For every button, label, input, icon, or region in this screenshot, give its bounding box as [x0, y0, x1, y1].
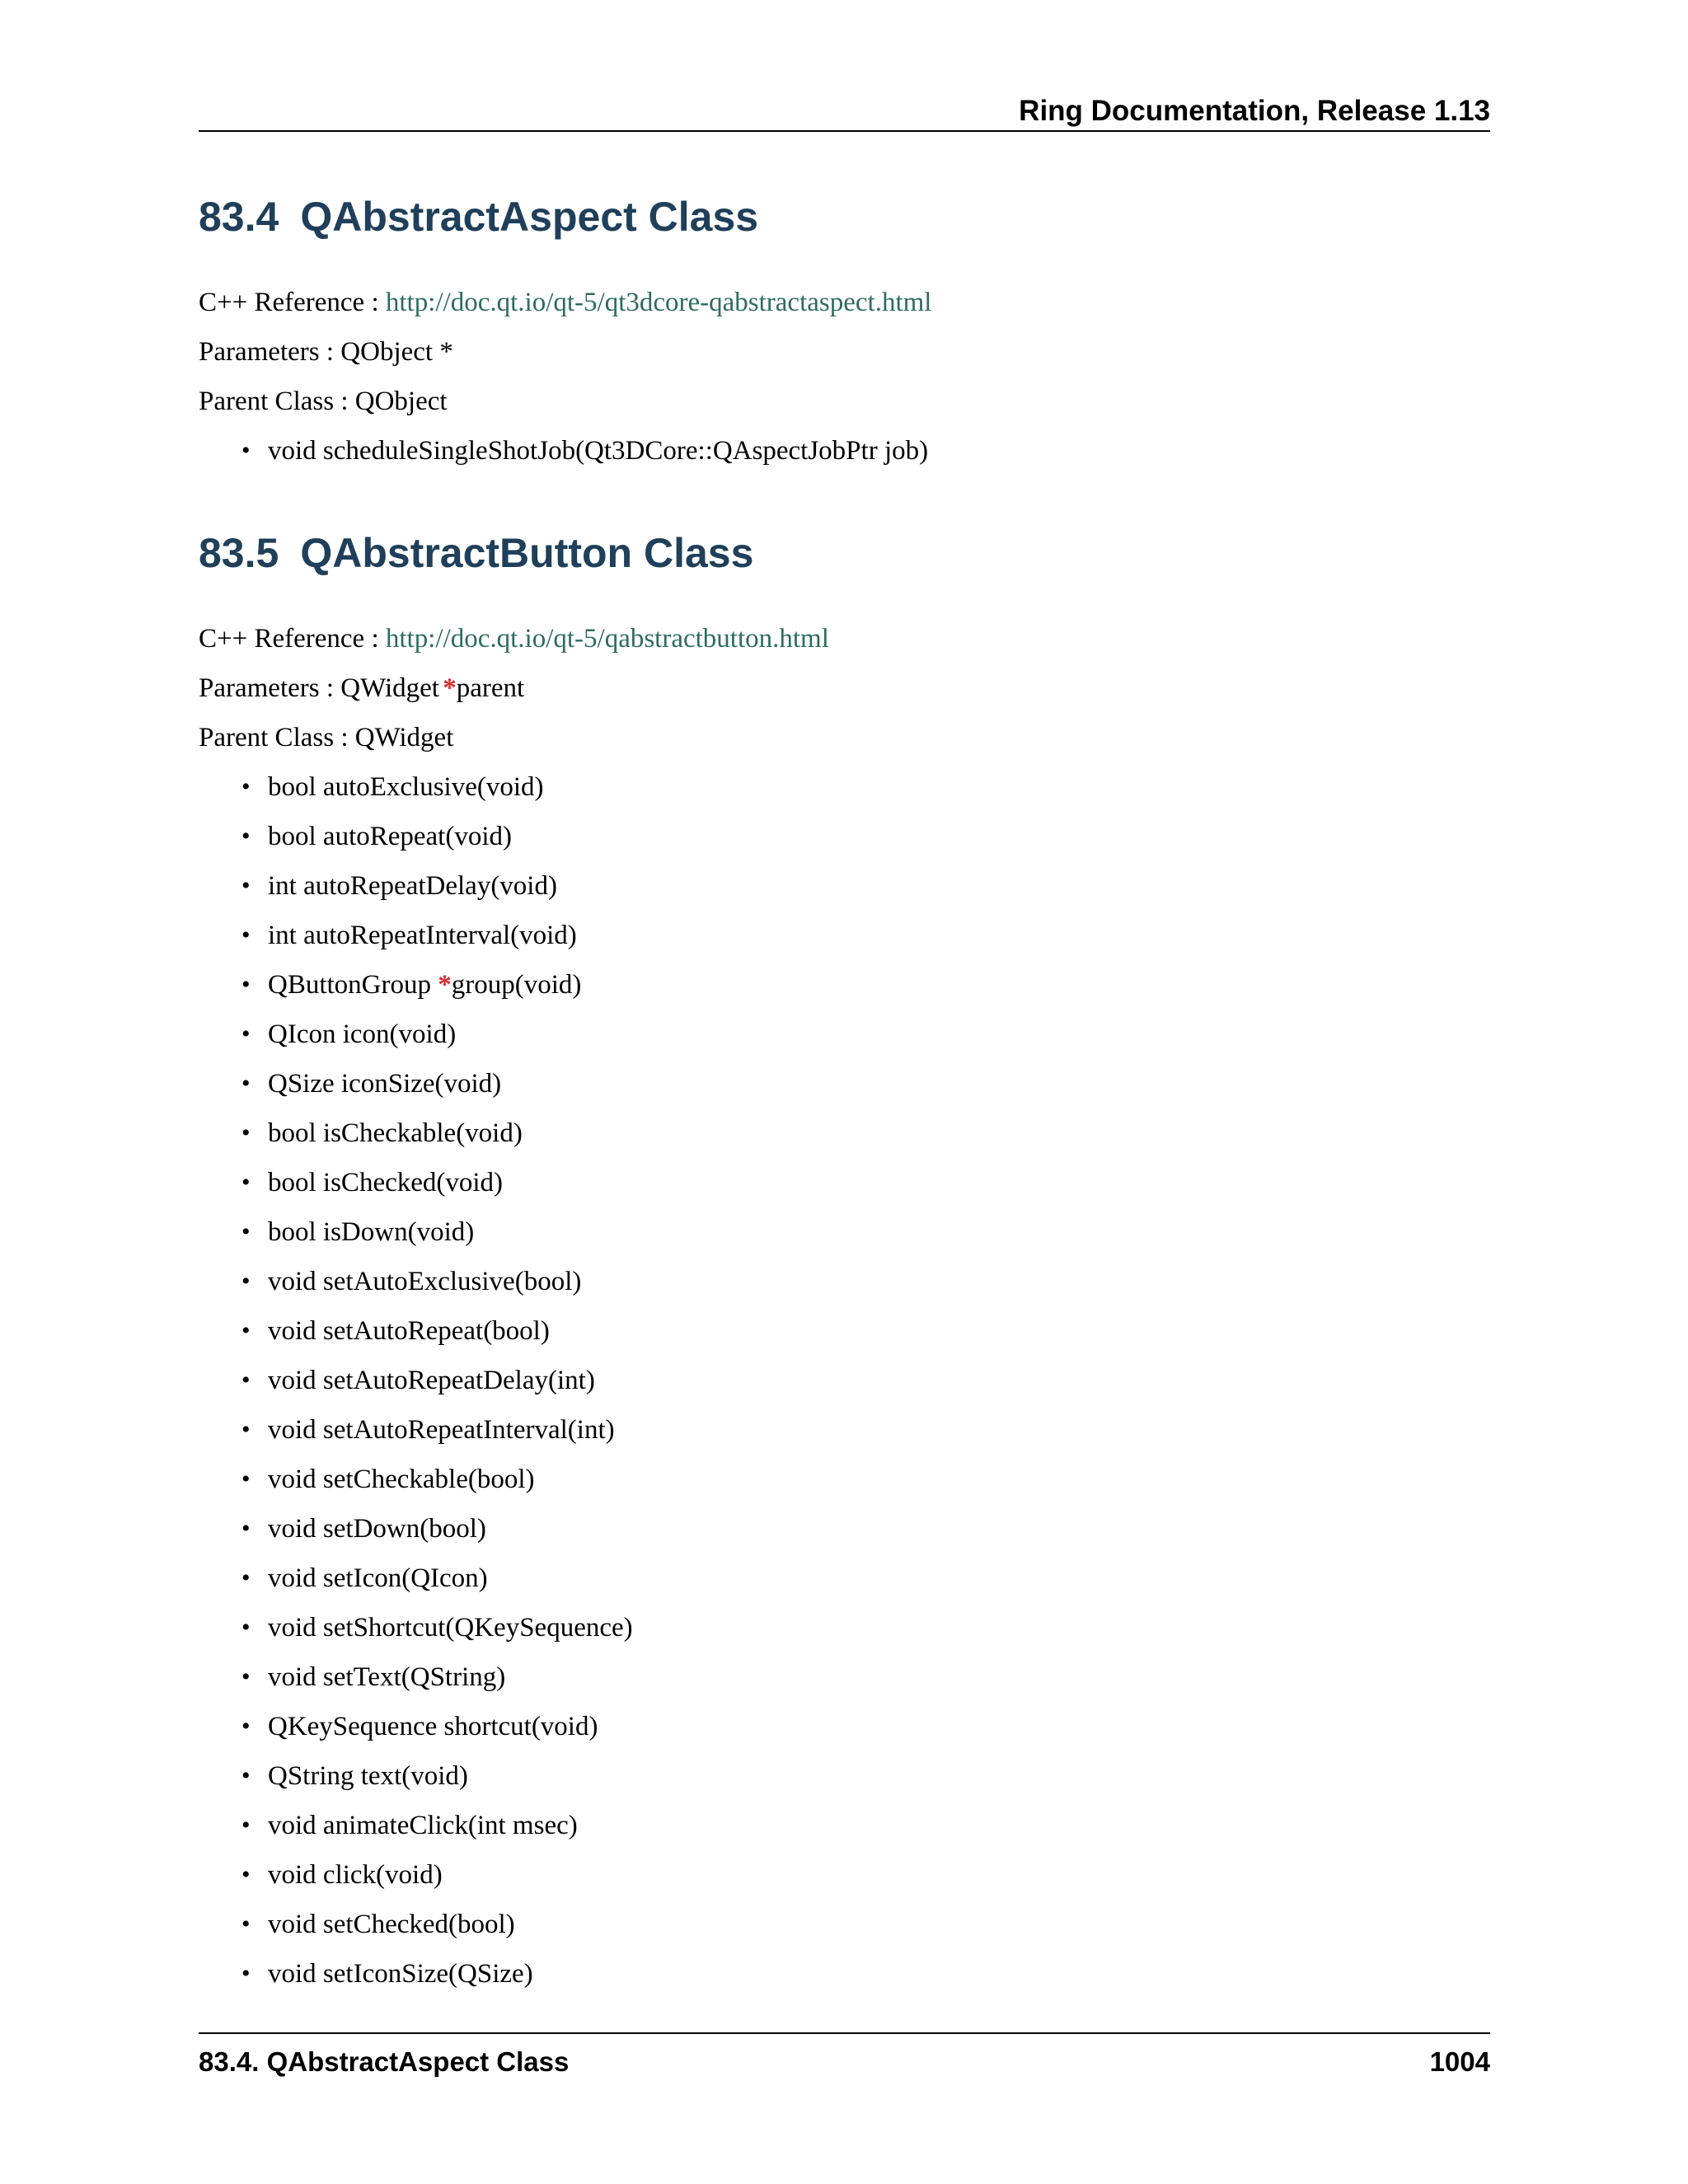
bullet-icon: • — [241, 1416, 251, 1443]
bullet-icon: • — [241, 1614, 251, 1641]
bullet-icon: • — [241, 1960, 251, 1987]
method-item: • void setShortcut(QKeySequence) — [241, 1613, 633, 1643]
parameters-label: Parameters : — [199, 337, 335, 367]
document-page — [199, 0, 1490, 2184]
bullet-icon: • — [241, 1070, 251, 1097]
method-list-qabstractbutton — [199, 771, 633, 2007]
bullet-icon: • — [241, 823, 251, 850]
method-item: • QSize iconSize(void) — [241, 1069, 502, 1099]
section-heading-qabstractbutton — [199, 528, 753, 578]
method-item: • void setText(QString) — [241, 1662, 506, 1692]
method-item: • void setCheckable(bool) — [241, 1465, 535, 1494]
method-item: • QIcon icon(void) — [241, 1019, 457, 1049]
pointer-star: * — [443, 673, 457, 703]
bullet-icon: • — [241, 437, 251, 464]
method-item-with-pointer — [199, 968, 633, 1018]
reference-label: C++ Reference : — [199, 288, 379, 317]
method-item: • void setAutoRepeatInterval(int) — [241, 1415, 615, 1445]
parameters-label: Parameters : — [199, 673, 335, 703]
method-item: • void click(void) — [241, 1860, 443, 1890]
parameters-name: parent — [456, 673, 525, 703]
parameters-value: QObject * — [340, 337, 453, 367]
bullet-icon: • — [241, 1268, 251, 1295]
method-text: QButtonGroup *group(void) — [268, 970, 582, 1000]
method-item: • bool isCheckable(void) — [241, 1118, 523, 1148]
bullet-icon: • — [241, 1762, 251, 1789]
method-item: • void setIconSize(QSize) — [241, 1959, 533, 1989]
reference-link[interactable]: http://doc.qt.io/qt-5/qt3dcore-qabstractaspect.html — [385, 288, 932, 317]
parent-class-line — [199, 721, 453, 754]
reference-label: C++ Reference : — [199, 624, 379, 654]
footer-section-label: 83.4. QAbstractAspect Class — [199, 2046, 570, 2077]
method-item: • void setIcon(QIcon) — [241, 1563, 488, 1593]
bullet-icon: • — [241, 1218, 251, 1245]
bullet-icon: • — [241, 1564, 251, 1591]
section-title: QAbstractAspect Class — [300, 194, 759, 240]
method-item: • bool autoExclusive(void) — [241, 772, 544, 802]
section-number: 83.4 — [199, 194, 279, 240]
parameters-line — [199, 335, 453, 368]
bullet-icon: • — [241, 1663, 251, 1690]
parent-class-label: Parent Class : — [199, 723, 349, 752]
method-item: • void setAutoRepeat(bool) — [241, 1316, 550, 1346]
section-number: 83.5 — [199, 530, 279, 576]
method-item: • void scheduleSingleShotJob(Qt3DCore::QAspectJobPtr job) — [241, 436, 929, 466]
bullet-icon: • — [241, 971, 251, 998]
section-heading-qabstractaspect — [199, 192, 758, 241]
bullet-icon: • — [241, 1515, 251, 1542]
parent-class-value: QWidget — [354, 723, 454, 752]
method-item: • void setAutoExclusive(bool) — [241, 1267, 582, 1296]
method-item: • void setAutoRepeatDelay(int) — [241, 1366, 595, 1395]
running-header: Ring Documentation, Release 1.13 — [199, 92, 1490, 132]
method-item: • void setDown(bool) — [241, 1514, 486, 1544]
parent-class-value: QObject — [354, 387, 448, 416]
bullet-icon: • — [241, 1119, 251, 1146]
method-item: • bool isChecked(void) — [241, 1168, 504, 1197]
cpp-reference-line — [199, 286, 931, 319]
bullet-icon: • — [241, 1169, 251, 1196]
reference-link[interactable]: http://doc.qt.io/qt-5/qabstractbutton.html — [385, 624, 829, 654]
method-item: • QString text(void) — [241, 1761, 468, 1791]
method-item: • int autoRepeatDelay(void) — [241, 871, 557, 901]
bullet-icon: • — [241, 1713, 251, 1740]
bullet-icon: • — [241, 1465, 251, 1493]
cpp-reference-line — [199, 622, 829, 655]
method-item: • bool isDown(void) — [241, 1217, 475, 1247]
parameters-type: QWidget — [340, 673, 439, 703]
bullet-icon: • — [241, 1910, 251, 1938]
page-footer — [199, 2032, 1490, 2079]
method-item: • void animateClick(int msec) — [241, 1811, 578, 1840]
method-item: • void setChecked(bool) — [241, 1910, 515, 1939]
bullet-icon: • — [241, 1811, 251, 1839]
bullet-icon: • — [241, 872, 251, 899]
section-title: QAbstractButton Class — [300, 530, 754, 576]
parent-class-line — [199, 385, 448, 418]
bullet-icon: • — [241, 1861, 251, 1888]
method-item: • bool autoRepeat(void) — [241, 822, 513, 851]
bullet-icon: • — [241, 1366, 251, 1394]
parent-class-label: Parent Class : — [199, 387, 349, 416]
method-item: • QKeySequence shortcut(void) — [241, 1712, 598, 1741]
method-list-qabstractaspect — [199, 434, 928, 484]
method-item: • int autoRepeatInterval(void) — [241, 921, 577, 950]
page-number: 1004 — [1429, 2046, 1490, 2077]
bullet-icon: • — [241, 921, 251, 949]
parameters-line — [199, 672, 524, 705]
bullet-icon: • — [241, 773, 251, 800]
bullet-icon: • — [241, 1020, 251, 1047]
bullet-icon: • — [241, 1317, 251, 1344]
